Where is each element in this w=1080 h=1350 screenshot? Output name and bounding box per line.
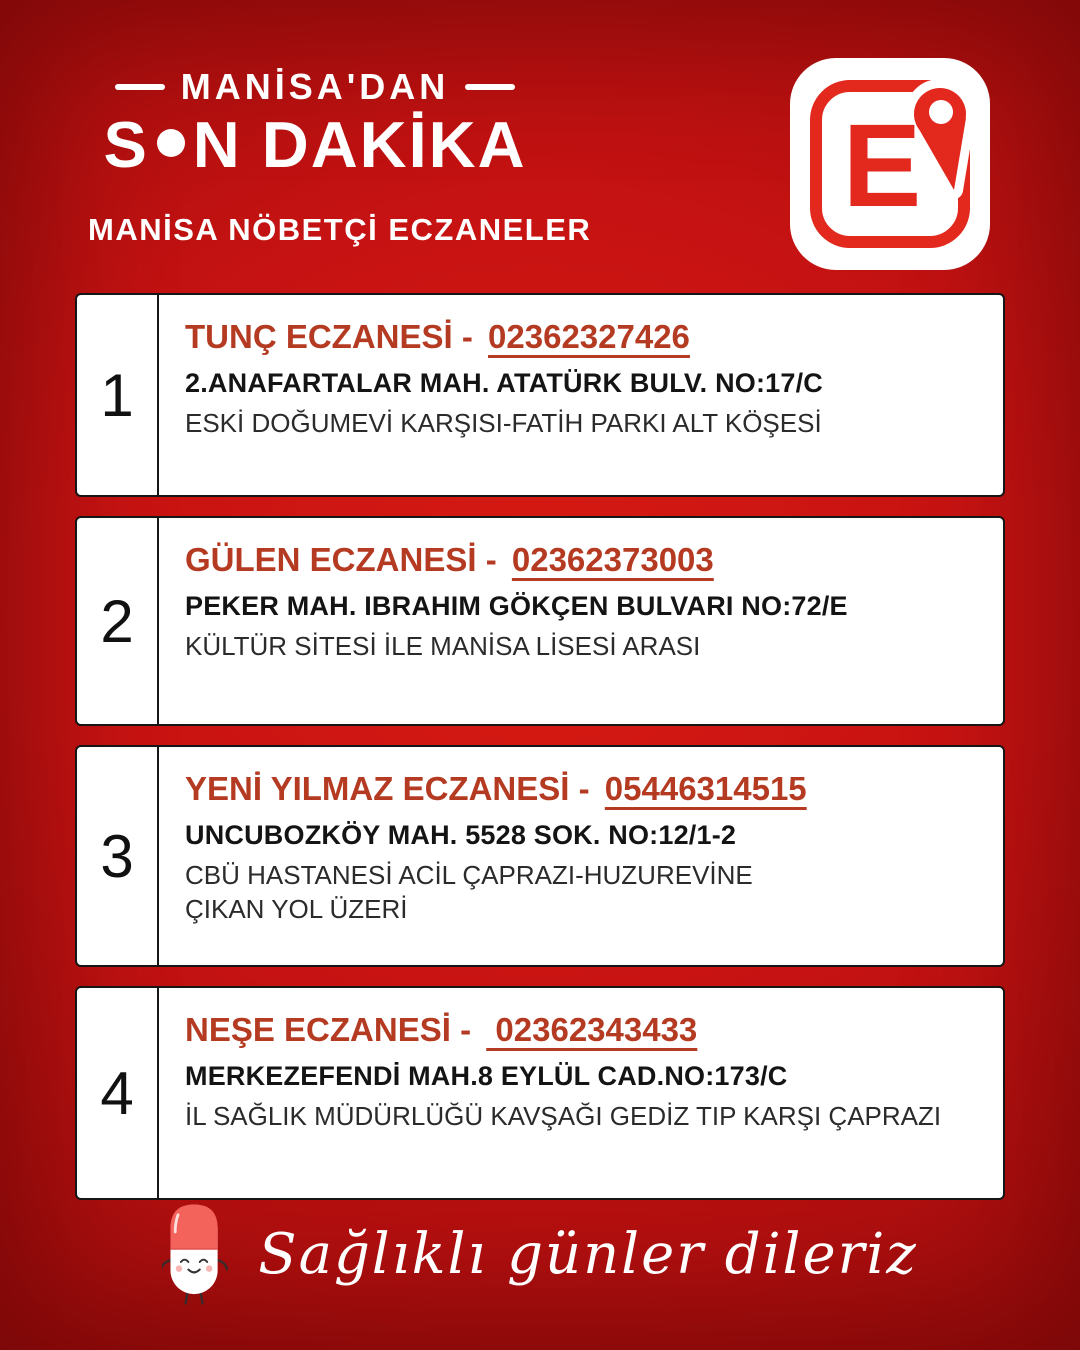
pharmacy-address: UNCUBOZKÖY MAH. 5528 SOK. NO:12/1-2 xyxy=(185,820,737,851)
pharmacy-card-2 xyxy=(75,516,1005,726)
pharmacy-phone: 02362343433 xyxy=(486,1011,698,1048)
pharmacy-title xyxy=(185,1012,987,1048)
pharmacy-phone: 05446314515 xyxy=(604,770,807,807)
title-separator: - xyxy=(460,1011,472,1048)
row-number: 2 xyxy=(77,518,159,724)
pharmacy-address-detail: KÜLTÜR SİTESİ İLE MANİSA LİSESİ ARASI xyxy=(185,631,701,662)
brand-name-bottom xyxy=(80,108,550,181)
pharmacy-card-1 xyxy=(75,293,1005,497)
brand-s: S xyxy=(103,108,149,181)
pharmacy-card-3 xyxy=(75,745,1005,967)
badge-letter-e: E xyxy=(842,100,922,232)
pharmacy-name: TUNÇ ECZANESİ xyxy=(185,318,453,355)
pharmacy-address-detail: ESKİ DOĞUMEVİ KARŞISI-FATİH PARKI ALT KÖŞESİ xyxy=(185,408,822,439)
row-number: 1 xyxy=(77,295,159,495)
pharmacy-name: YENİ YILMAZ ECZANESİ xyxy=(185,770,570,807)
pharmacy-title xyxy=(185,771,987,807)
title-separator: - xyxy=(485,541,497,578)
pharmacy-e-logo-badge xyxy=(790,58,990,270)
row-number: 4 xyxy=(77,988,159,1198)
right-dash-decoration xyxy=(465,84,515,90)
pharmacy-address: PEKER MAH. IBRAHIM GÖKÇEN BULVARI NO:72/E xyxy=(185,591,848,622)
left-dash-decoration xyxy=(115,84,165,90)
pharmacy-name: GÜLEN ECZANESİ xyxy=(185,541,477,578)
footer-message: Sağlıklı günler dileriz xyxy=(258,1221,918,1287)
pharmacy-card-4 xyxy=(75,986,1005,1200)
pharmacy-title xyxy=(185,542,987,578)
pill-mascot-icon xyxy=(162,1198,228,1310)
brand-name-top: MANİSA'DAN xyxy=(180,66,450,107)
brand-line1 xyxy=(80,66,550,108)
title-separator: - xyxy=(578,770,590,807)
pharmacy-address-detail: İL SAĞLIK MÜDÜRLÜĞÜ KAVŞAĞI GEDİZ TIP KARŞI ÇAPRAZI xyxy=(185,1101,942,1132)
brand-rest: N DAKİKA xyxy=(192,108,527,181)
pharmacy-phone: 02362373003 xyxy=(511,541,714,578)
pharmacy-address-detail: CBÜ HASTANESİ ACİL ÇAPRAZI-HUZUREVİNE ÇIKAN YOL ÜZERİ xyxy=(185,860,753,924)
pharmacy-name: NEŞE ECZANESİ xyxy=(185,1011,451,1048)
footer xyxy=(0,1198,1080,1310)
o-dot-icon xyxy=(157,129,185,157)
pharmacy-info xyxy=(159,295,1003,495)
brand-logo xyxy=(80,66,550,181)
pharmacy-phone: 02362327426 xyxy=(488,318,690,355)
title-separator: - xyxy=(461,318,473,355)
pharmacy-list xyxy=(75,293,1005,1219)
pharmacy-info xyxy=(159,988,1003,1198)
pharmacy-info xyxy=(159,518,1003,724)
pharmacy-title xyxy=(185,319,987,355)
page-title: MANİSA NÖBETÇİ ECZANELER xyxy=(88,212,592,247)
row-number: 3 xyxy=(77,747,159,965)
pharmacy-info xyxy=(159,747,1003,965)
pharmacy-address: MERKEZEFENDİ MAH.8 EYLÜL CAD.NO:173/C xyxy=(185,1061,788,1092)
pharmacy-address: 2.ANAFARTALAR MAH. ATATÜRK BULV. NO:17/C xyxy=(185,368,823,399)
